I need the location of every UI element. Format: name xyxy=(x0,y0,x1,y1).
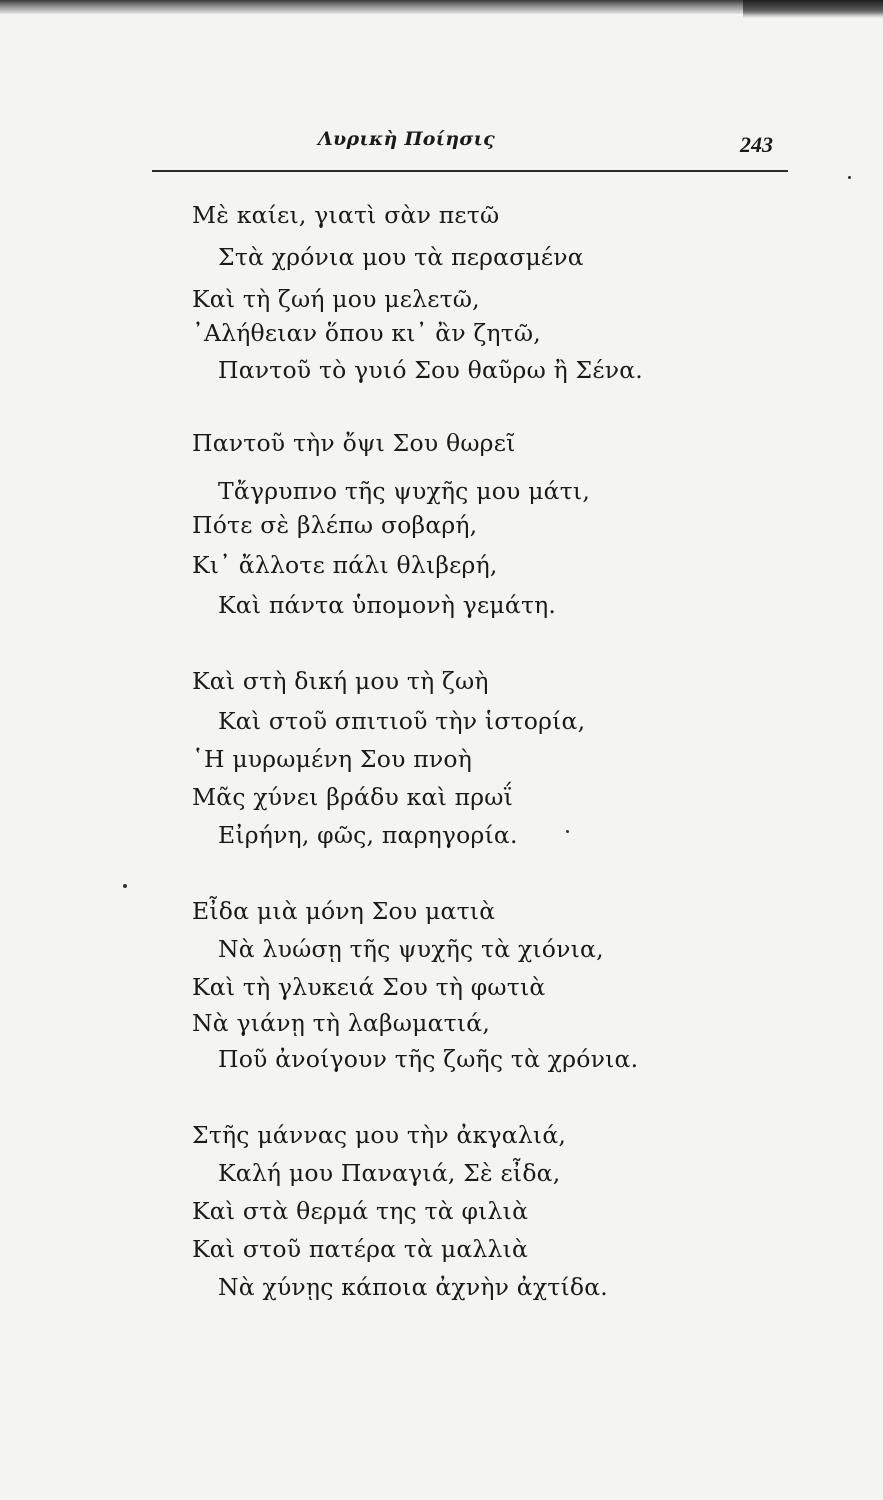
header-rule xyxy=(152,170,788,172)
verse-line: Καὶ τὴ ζωή μου μελετῶ, xyxy=(192,285,480,313)
page-number: 243 xyxy=(740,132,773,157)
verse-line: Εἶδα μιὰ μόνη Σου ματιὰ xyxy=(192,897,496,925)
verse-line: ᾿Αλήθειαν ὅπου κι᾿ ἂν ζητῶ, xyxy=(192,319,541,347)
verse-line: Νὰ γιάνῃ τὴ λαβωματιά, xyxy=(192,1009,491,1037)
verse-line: Στὰ χρόνια μου τὰ περασμένα xyxy=(218,243,584,271)
verse-line: Τἄγρυπνο τῆς ψυχῆς μου μάτι, xyxy=(218,477,591,505)
verse-line: Καὶ τὴ γλυκειά Σου τὴ φωτιὰ xyxy=(192,973,546,1001)
verse-line: Στῆς μάννας μου τὴν ἀκγαλιά, xyxy=(192,1121,567,1149)
page-top-corner-shadow xyxy=(743,0,883,18)
verse-line: Νὰ λυώσῃ τῆς ψυχῆς τὰ χιόνια, xyxy=(218,935,604,963)
running-title: Λυρικὴ Ποίησις xyxy=(318,128,496,150)
verse-line: Καὶ στοῦ σπιτιοῦ τὴν ἱστορία, xyxy=(218,707,586,735)
print-speck xyxy=(123,884,127,888)
verse-line: Πότε σὲ βλέπω σοβαρή, xyxy=(192,511,478,539)
print-speck xyxy=(566,830,569,833)
verse-line: Μᾶς χύνει βράδυ καὶ πρωΐ xyxy=(192,783,514,811)
verse-line: Μὲ καίει, γιατὶ σὰν πετῶ xyxy=(192,201,500,229)
verse-line: Παντοῦ τὸ γυιό Σου θαῦρω ἢ Σένα. xyxy=(218,356,643,384)
verse-line: ῾Η μυρωμένη Σου πνοὴ xyxy=(192,745,473,773)
verse-line: Καὶ στὰ θερμά της τὰ φιλιὰ xyxy=(192,1197,529,1225)
verse-line: Καὶ πάντα ὑπομονὴ γεμάτη. xyxy=(218,591,557,619)
verse-line: Ποῦ ἀνοίγουν τῆς ζωῆς τὰ χρόνια. xyxy=(218,1045,639,1073)
verse-line: Εἰρήνη, φῶς, παρηγορία. xyxy=(218,821,518,849)
verse-line: Καὶ στοῦ πατέρα τὰ μαλλιὰ xyxy=(192,1235,529,1263)
verse-line: Κι᾿ ἄλλοτε πάλι θλιβερή, xyxy=(192,551,498,579)
verse-line: Νὰ χύνῃς κάποια ἀχνὴν ἀχτίδα. xyxy=(218,1273,608,1301)
verse-line: Καλή μου Παναγιά, Σὲ εἶδα, xyxy=(218,1159,561,1187)
verse-line: Παντοῦ τὴν ὄψι Σου θωρεῖ xyxy=(192,429,516,457)
verse-line: Καὶ στὴ δική μου τὴ ζωὴ xyxy=(192,667,489,695)
print-speck xyxy=(848,176,851,179)
